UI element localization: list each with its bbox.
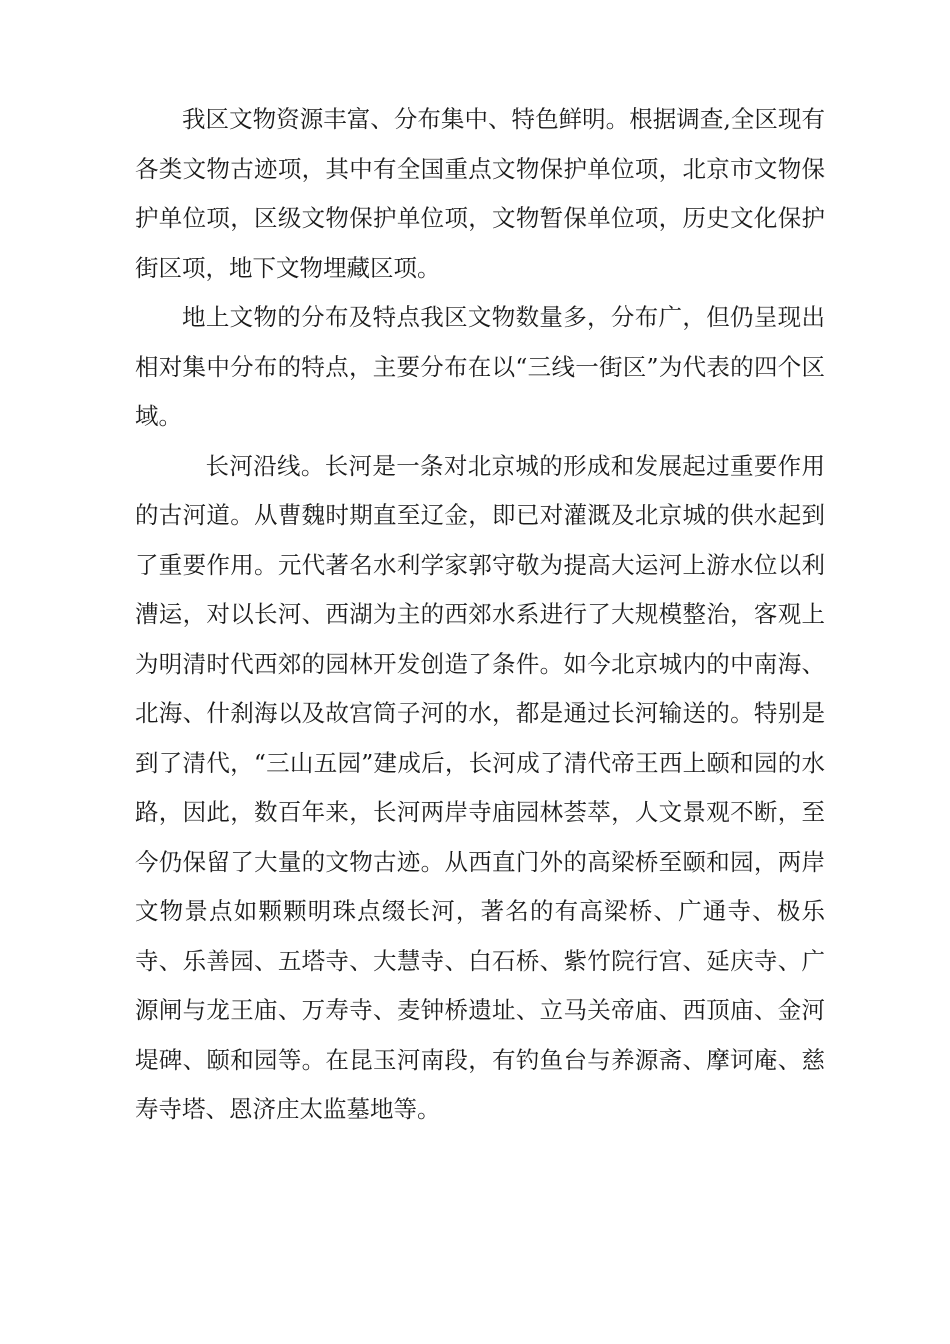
paragraph-resources-overview: 我区文物资源丰富、分布集中、特色鲜明。根据调查,全区现有各类文物古迹项，其中有全国重点文物保护单位项，北京市文物保护单位项，区级文物保护单位项，文物暂保单位项，历史文化保护街区项，地下文物埋藏区项。 [135,105,825,282]
document-body [135,95,825,1135]
paragraph-changhe: 长河沿线。长河是一条对北京城的形成和发展起过重要作用的古河道。从曹魏时期直至辽金，即已对灌溉及北京城的供水起到了重要作用。元代著名水利学家郭守敬为提高大运河上游水位以利漕运，对以长河、西湖为主的西郊水系进行了大规模整治，客观上为明清时代西郊的园林开发创造了条件。如今北京城内的中南海、北海、什刹海以及故宫筒子河的水，都是通过长河输送的。特别是到了清代，“三山五园”建成后，长河成了清代帝王西上颐和园的水路，因此，数百年来，长河两岸寺庙园林荟萃，人文景观不断，至今仍保留了大量的文物古迹。从西直门外的高梁桥至颐和园，两岸文物景点如颗颗明珠点缀长河，著名的有高梁桥、广通寺、极乐寺、乐善园、五塔寺、大慧寺、白石桥、紫竹院行宫、延庆寺、广源闸与龙王庙、万寿寺、麦钟桥遗址、立马关帝庙、西顶庙、金河堤碑、颐和园等。在昆玉河南段，有钓鱼台与养源斋、摩诃庵、慈寿寺塔、恩济庄太监墓地等。 [135,451,825,1123]
paragraph-distribution: 地上文物的分布及特点我区文物数量多，分布广，但仍呈现出相对集中分布的特点，主要分布在以“三线一街区”为代表的四个区域。 [135,303,825,430]
